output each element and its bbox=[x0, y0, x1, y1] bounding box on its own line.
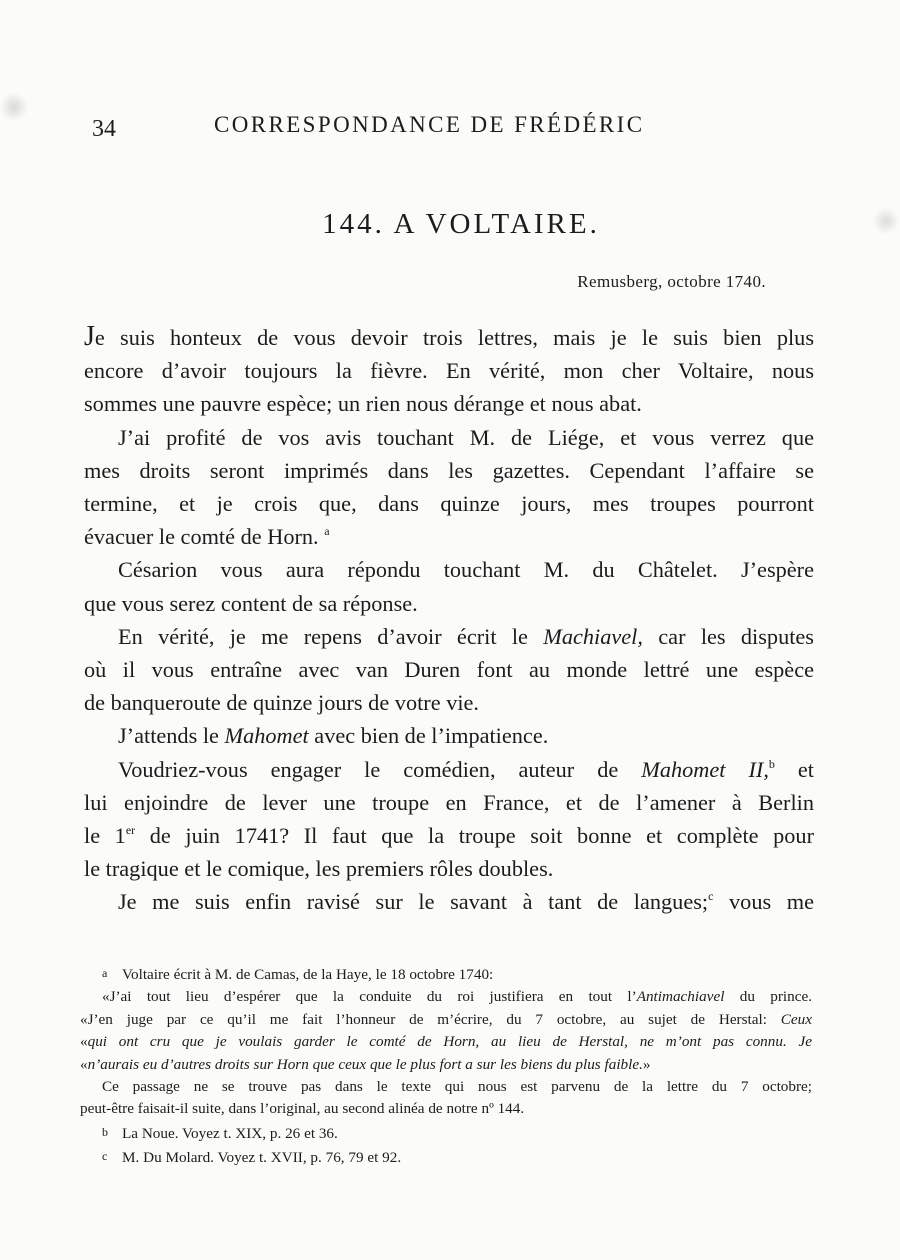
paragraph bbox=[84, 620, 814, 653]
text-line: lui enjoindre de lever une troupe en France, et de l’amener à Berlin bbox=[84, 789, 814, 815]
letter-recipient: A VOLTAIRE. bbox=[393, 208, 600, 240]
footnote-line bbox=[80, 1098, 812, 1120]
text-line: e suis honteux de vous devoir trois lettres, mais je le suis bien plus bbox=[94, 325, 814, 350]
text-line: où il vous entraîne avec van Duren font au monde lettré une espèce bbox=[84, 657, 814, 683]
text-line: sommes une pauvre espèce; un rien nous dérange et nous abat. bbox=[84, 391, 642, 417]
text-line: En vérité, je me repens d’avoir écrit le bbox=[118, 623, 544, 649]
work-title: Mahomet II, bbox=[641, 756, 769, 782]
quote-mark: » bbox=[642, 1055, 651, 1073]
footnote-text: M. Du Molard. Voyez t. XVII, p. 76, 79 et 92. bbox=[122, 1149, 402, 1167]
text-line: avec bien de l’impatience. bbox=[308, 723, 549, 749]
footnote-a bbox=[80, 962, 812, 986]
paragraph bbox=[84, 719, 814, 752]
text-line: de juin 1741? Il faut que la troupe soit bonne et complète pour bbox=[135, 823, 814, 849]
footnote-text: Ce passage ne se trouve pas dans le texte qui nous est parvenu de la lettre du 7 octobre; bbox=[102, 1078, 812, 1096]
footnote-text: «J’ai tout lieu d’espérer que la conduite du roi justifiera en tout l’ bbox=[102, 988, 637, 1006]
letter-dateline: Remusberg, octobre 1740. bbox=[577, 272, 766, 291]
footnote-text: La Noue. Voyez t. XIX, p. 26 et 36. bbox=[122, 1124, 338, 1142]
paragraph bbox=[84, 520, 814, 553]
text-line: que vous serez content de sa réponse. bbox=[84, 590, 418, 616]
text-line: Voudriez-vous engager le comédien, auteur de bbox=[118, 756, 642, 782]
footnote-line bbox=[80, 986, 812, 1008]
footnote-line bbox=[80, 1009, 812, 1031]
paragraph bbox=[84, 786, 814, 819]
text-line: vous me bbox=[713, 889, 814, 915]
quoted-text: qui ont cru que je voulais garder le comté de Horn, au lieu de Herstal, ne m’ont pas connu. Je bbox=[87, 1033, 812, 1051]
quote-mark: « bbox=[80, 1033, 88, 1051]
text-line: Césarion vous aura répondu touchant M. du Châtelet. J’espère bbox=[118, 557, 814, 583]
running-title: CORRESPONDANCE DE FRÉDÉRIC bbox=[214, 112, 645, 137]
footnote-line bbox=[80, 1031, 812, 1053]
paragraph bbox=[84, 653, 814, 686]
footnote-mark: c bbox=[102, 1149, 108, 1164]
footnote-line bbox=[80, 1054, 812, 1076]
text-line: encore d’avoir toujours la fièvre. En vérité, mon cher Voltaire, nous bbox=[84, 358, 814, 384]
footnote-text: «J’en juge par ce qu’il me fait l’honneur de m’écrire, du 7 octobre, au sujet de Herstal: bbox=[80, 1010, 781, 1028]
work-title: Mahomet bbox=[224, 723, 309, 749]
paragraph bbox=[84, 487, 814, 520]
footnote-c bbox=[80, 1145, 812, 1169]
text-line: et bbox=[774, 756, 814, 782]
text-line: car les disputes bbox=[642, 623, 814, 649]
text-line: J’ai profité de vos avis touchant M. de Liége, et vous verrez que bbox=[118, 424, 814, 450]
work-title: Machiavel, bbox=[543, 623, 643, 649]
footnote-ref[interactable]: c bbox=[708, 889, 714, 904]
drop-initial: J bbox=[84, 321, 95, 352]
text-line: le 1 bbox=[84, 823, 126, 849]
page-number: 34 bbox=[92, 116, 116, 142]
paragraph bbox=[84, 421, 814, 454]
footnote-text: du prince. bbox=[724, 988, 812, 1006]
footnote-ref[interactable]: b bbox=[768, 756, 775, 771]
ordinal-suffix: er bbox=[125, 823, 136, 838]
quote-mark: « bbox=[80, 1055, 88, 1073]
footnote-text: Voltaire écrit à M. de Camas, de la Haye, le 18 octobre 1740: bbox=[122, 966, 494, 983]
paragraph bbox=[84, 852, 814, 885]
paragraph bbox=[84, 587, 814, 620]
letter-number: 144. bbox=[322, 208, 385, 240]
work-title: Antimachiavel bbox=[636, 988, 725, 1006]
text-line: évacuer le comté de Horn. bbox=[84, 524, 319, 550]
paragraph bbox=[84, 553, 814, 586]
paragraph bbox=[84, 321, 814, 354]
footnote-mark: b bbox=[102, 1124, 108, 1139]
paragraph bbox=[84, 454, 814, 487]
text-line: le tragique et le comique, les premiers rôles doubles. bbox=[84, 856, 554, 882]
paragraph bbox=[84, 819, 814, 852]
paragraph bbox=[84, 387, 814, 420]
running-head bbox=[88, 112, 688, 146]
paragraph bbox=[84, 885, 814, 918]
text-line: de banqueroute de quinze jours de votre vie. bbox=[84, 690, 480, 716]
footnote-line bbox=[80, 1076, 812, 1098]
letter-body bbox=[84, 321, 814, 919]
text-line: Je me suis enfin ravisé sur le savant à tant de langues; bbox=[118, 889, 709, 915]
text-line: termine, et je crois que, dans quinze jours, mes troupes pourront bbox=[84, 491, 814, 517]
footnote-b bbox=[80, 1121, 812, 1145]
letter-heading bbox=[0, 208, 900, 241]
footnotes bbox=[80, 962, 812, 1170]
footnote-mark: a bbox=[102, 966, 108, 980]
footnote-text: peut-être faisait-il suite, dans l’original, au second alinéa de notre nº 144. bbox=[80, 1100, 525, 1118]
footnote-ref[interactable]: a bbox=[324, 524, 330, 539]
quoted-text: n’aurais eu d’autres droits sur Horn que ceux que le plus fort a sur les biens du plus faible. bbox=[87, 1055, 643, 1073]
paragraph bbox=[84, 753, 814, 786]
paragraph bbox=[84, 686, 814, 719]
paragraph bbox=[84, 354, 814, 387]
paper-stain bbox=[0, 92, 28, 122]
text-line: mes droits seront imprimés dans les gazettes. Cependant l’affaire se bbox=[84, 457, 814, 483]
quoted-text: Ceux bbox=[780, 1010, 812, 1028]
text-line: J’attends le bbox=[118, 723, 225, 749]
